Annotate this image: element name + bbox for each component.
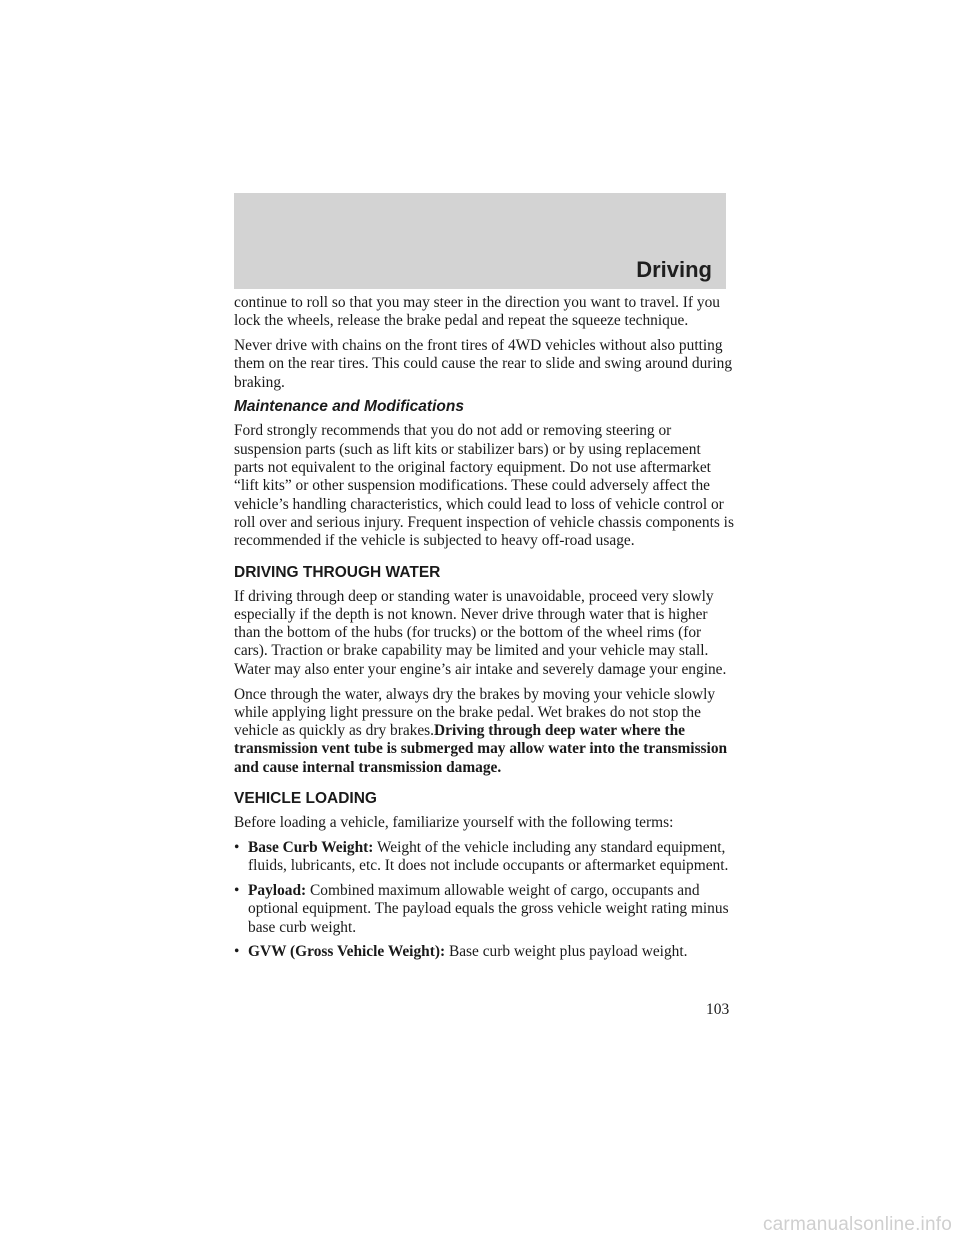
bullet-icon: • [234,943,240,961]
transmission-warning: Driving through deep water where the transmission vent tube is submerged may allow water into the transmission and cause internal transmission damage. [234,722,728,776]
section-title: Driving [636,257,712,282]
term-definition: Base curb weight plus payload weight. [448,943,688,961]
list-item [234,882,734,937]
page-number: 103 [706,1001,730,1018]
paragraph-chains: Never drive with chains on the front tires of 4WD vehicles without also putting them on the rear tires. This could cause the rear to slide and swing around during braking. [234,337,733,391]
bullet-icon: • [234,838,240,856]
dry-brakes-text: Once through the water, always dry the brakes by moving your vehicle slowly while applying light pressure on the brake pedal. Wet brakes do not stop the vehicle as quickly as dry brakes. [234,685,716,740]
paragraph-loading-intro: Before loading a vehicle, familiarize yourself with the following terms: [234,814,674,832]
paragraph-continue-roll: continue to roll so that you may steer in the direction you want to travel. If you lock the wheels, release the brake pedal and repeat the squeeze technique. [234,294,720,330]
paragraph-water-depth: If driving through deep or standing water is unavoidable, proceed very slowly especially if the depth is not known. Never drive through water that is higher than the bottom of the hubs (for trucks) or the bottom of the wheel rims (for cars). Traction or brake capability may be limited and your vehicle may stall. Water may also enter your engine’s air intake and severely damage your engine. [234,587,727,678]
maintenance-heading: Maintenance and Modifications [234,398,464,416]
paragraph-dry-brakes [234,686,734,777]
term-label: Payload: [248,881,307,899]
bullet-icon: • [234,881,240,899]
term-definition: Weight of the vehicle including any standard equipment, fluids, lubricants, etc. It does not include occupants or aftermarket equipment. [248,838,729,875]
term-definition: Combined maximum allowable weight of cargo, occupants and optional equipment. The payload equals the gross vehicle weight rating minus base curb weight. [248,881,729,936]
page-content [234,294,734,968]
list-item [234,943,734,961]
watermark: carmanualsonline.info [762,1214,952,1235]
term-label: Base Curb Weight: [248,838,374,856]
paragraph-modifications: Ford strongly recommends that you do not add or removing steering or suspension parts (such as lift kits or stabilizer bars) or by using replacement parts not equivalent to the original factory equipment. Do not use aftermarket “lift kits” or other suspension modifications. These could adversely affect the vehicle’s handling characteristics, which could lead to loss of vehicle control or roll over and serious injury. Frequent inspection of vehicle chassis components is recommended if the vehicle is subjected to heavy off-road usage. [234,422,734,550]
term-label: GVW (Gross Vehicle Weight): [248,943,446,961]
section-header-band [234,193,726,289]
list-item [234,839,734,876]
water-heading: DRIVING THROUGH WATER [234,563,441,581]
loading-heading: VEHICLE LOADING [234,790,377,808]
